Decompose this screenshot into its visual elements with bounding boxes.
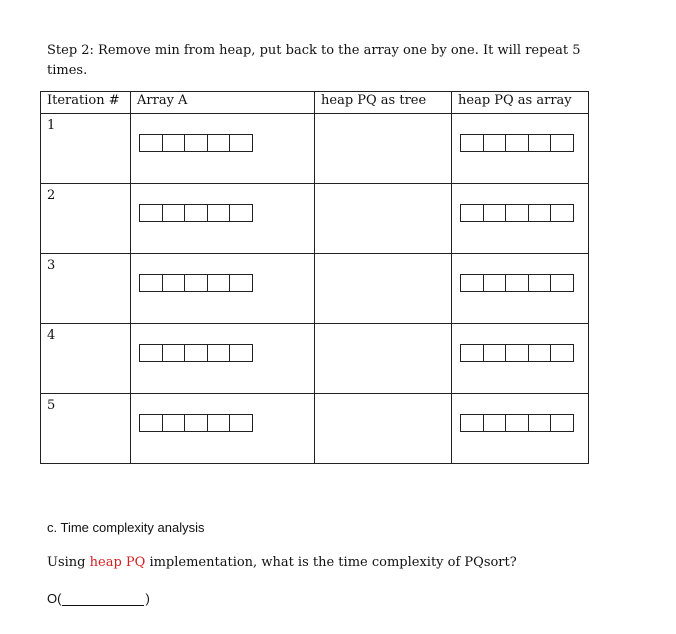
heap-tree-cell[interactable]: [315, 394, 452, 464]
array-box[interactable]: [529, 414, 552, 432]
array-box[interactable]: [208, 414, 231, 432]
array-box[interactable]: [208, 134, 231, 152]
array-box[interactable]: [208, 344, 231, 362]
table-row: [41, 324, 589, 394]
array-box[interactable]: [139, 344, 163, 362]
array-box[interactable]: [230, 274, 253, 292]
heap-array-boxes[interactable]: [460, 274, 574, 292]
worksheet-table: [40, 91, 589, 464]
array-box[interactable]: [230, 414, 253, 432]
iteration-number: 3: [47, 258, 56, 273]
table-row: [41, 254, 589, 324]
iteration-number: 1: [47, 118, 56, 133]
array-a-boxes[interactable]: [139, 204, 253, 222]
array-box[interactable]: [460, 274, 484, 292]
array-box[interactable]: [230, 344, 253, 362]
array-a-cell[interactable]: [131, 394, 315, 464]
heap-tree-cell[interactable]: [315, 184, 452, 254]
array-box[interactable]: [551, 344, 574, 362]
array-box[interactable]: [551, 204, 574, 222]
answer-blank[interactable]: [62, 592, 144, 606]
array-box[interactable]: [185, 344, 208, 362]
iteration-number: 4: [47, 328, 56, 343]
array-a-cell[interactable]: [131, 324, 315, 394]
array-box[interactable]: [551, 134, 574, 152]
array-box[interactable]: [460, 344, 484, 362]
array-box[interactable]: [230, 204, 253, 222]
question-highlight: heap PQ: [89, 555, 146, 570]
array-box[interactable]: [185, 274, 208, 292]
array-a-cell[interactable]: [131, 114, 315, 184]
table-header-row: [41, 92, 589, 114]
array-box[interactable]: [484, 344, 507, 362]
iteration-number: 5: [47, 398, 56, 413]
header-heap-array: heap PQ as array: [452, 92, 589, 114]
complexity-question: [47, 555, 517, 570]
iteration-cell: [41, 324, 131, 394]
array-box[interactable]: [529, 274, 552, 292]
heap-array-cell[interactable]: [452, 254, 589, 324]
section-heading: c. Time complexity analysis: [47, 520, 205, 535]
answer-line: [47, 591, 150, 606]
array-box[interactable]: [139, 134, 163, 152]
array-box[interactable]: [139, 204, 163, 222]
array-box[interactable]: [484, 204, 507, 222]
header-iteration: Iteration #: [41, 92, 131, 114]
array-box[interactable]: [185, 204, 208, 222]
array-box[interactable]: [506, 344, 529, 362]
array-box[interactable]: [163, 274, 186, 292]
step-instructions: Step 2: Remove min from heap, put back to the array one by one. It will repeat 5 times.: [47, 43, 581, 78]
array-box[interactable]: [460, 414, 484, 432]
table-row: [41, 114, 589, 184]
array-box[interactable]: [460, 134, 484, 152]
iteration-cell: [41, 184, 131, 254]
array-box[interactable]: [484, 274, 507, 292]
heap-array-boxes[interactable]: [460, 134, 574, 152]
array-box[interactable]: [551, 414, 574, 432]
array-box[interactable]: [185, 134, 208, 152]
iteration-cell: [41, 254, 131, 324]
array-box[interactable]: [185, 414, 208, 432]
table-row: [41, 394, 589, 464]
question-suffix: implementation, what is the time complexity of PQsort?: [145, 555, 517, 570]
array-box[interactable]: [163, 204, 186, 222]
heap-array-cell[interactable]: [452, 114, 589, 184]
array-box[interactable]: [460, 204, 484, 222]
array-box[interactable]: [506, 134, 529, 152]
answer-open: O(: [47, 591, 62, 606]
heap-tree-cell[interactable]: [315, 324, 452, 394]
array-box[interactable]: [208, 274, 231, 292]
array-a-boxes[interactable]: [139, 344, 253, 362]
array-box[interactable]: [484, 414, 507, 432]
array-a-cell[interactable]: [131, 184, 315, 254]
heap-array-cell[interactable]: [452, 394, 589, 464]
array-a-boxes[interactable]: [139, 134, 253, 152]
array-box[interactable]: [139, 274, 163, 292]
array-a-cell[interactable]: [131, 254, 315, 324]
answer-close: ): [145, 591, 150, 606]
question-prefix: Using: [47, 555, 90, 570]
array-box[interactable]: [529, 344, 552, 362]
table-row: [41, 184, 589, 254]
array-box[interactable]: [506, 274, 529, 292]
array-box[interactable]: [529, 134, 552, 152]
array-box[interactable]: [230, 134, 253, 152]
header-array-a: Array A: [131, 92, 315, 114]
array-a-boxes[interactable]: [139, 274, 253, 292]
iteration-cell: [41, 114, 131, 184]
iteration-number: 2: [47, 188, 56, 203]
array-box[interactable]: [484, 134, 507, 152]
array-box[interactable]: [506, 414, 529, 432]
heap-array-boxes[interactable]: [460, 344, 574, 362]
array-box[interactable]: [529, 204, 552, 222]
heap-array-boxes[interactable]: [460, 414, 574, 432]
array-box[interactable]: [551, 274, 574, 292]
heap-tree-cell[interactable]: [315, 114, 452, 184]
header-heap-tree: heap PQ as tree: [315, 92, 452, 114]
heap-tree-cell[interactable]: [315, 254, 452, 324]
array-box[interactable]: [163, 344, 186, 362]
heap-array-cell[interactable]: [452, 324, 589, 394]
array-box[interactable]: [163, 414, 186, 432]
array-box[interactable]: [139, 414, 163, 432]
iteration-cell: [41, 394, 131, 464]
array-box[interactable]: [506, 204, 529, 222]
array-box[interactable]: [163, 134, 186, 152]
heap-array-cell[interactable]: [452, 184, 589, 254]
array-box[interactable]: [208, 204, 231, 222]
heap-array-boxes[interactable]: [460, 204, 574, 222]
array-a-boxes[interactable]: [139, 414, 253, 432]
